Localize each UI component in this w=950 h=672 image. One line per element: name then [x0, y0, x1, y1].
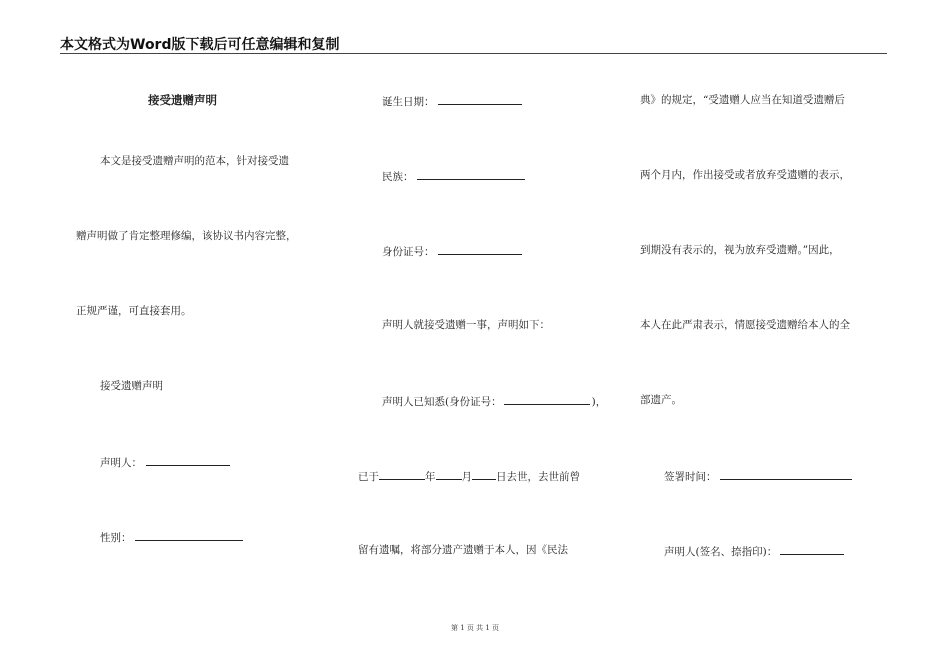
document-header: 本文格式为Word版下载后可任意编辑和复制: [60, 37, 340, 53]
document-title: 接受遗赠声明: [148, 93, 217, 107]
intro-line-3: 正规严谨，可直接套用。: [76, 305, 192, 317]
birthdate-blank[interactable]: [438, 93, 522, 105]
month-label: 月: [461, 471, 472, 483]
declarant-field: [100, 454, 230, 470]
deceased-known-prefix: 声明人已知悉(身份证号：: [382, 396, 502, 408]
signer-field: [664, 543, 844, 559]
birthdate-field: [382, 93, 522, 109]
declarant-label: 声明人：: [100, 457, 142, 469]
intro-line-2: 赠声明做了肯定整理修编，该协议书内容完整，: [76, 230, 297, 242]
will-line: 留有遗嘱，将部分遗产遗赠于本人，因《民法: [358, 544, 568, 556]
signer-blank[interactable]: [780, 543, 844, 555]
declarant-blank[interactable]: [146, 454, 230, 466]
deceased-known-suffix: )，: [591, 396, 607, 408]
death-day-blank[interactable]: [472, 468, 496, 480]
law-line-2: 两个月内，作出接受或者放弃受遗赠的表示，: [640, 169, 850, 181]
statement-intro: 声明人就接受遗赠一事，声明如下：: [382, 319, 550, 331]
law-line-4: 本人在此严肃表示，情愿接受遗赠给本人的全: [640, 319, 850, 331]
sign-time-field: [664, 468, 852, 484]
ethnicity-field: [382, 168, 525, 184]
law-line-5: 部遗产。: [640, 394, 682, 406]
gender-blank[interactable]: [135, 529, 243, 541]
sign-time-blank[interactable]: [720, 468, 852, 480]
gender-field: [100, 529, 243, 545]
death-month-blank[interactable]: [436, 468, 462, 480]
sub-title: 接受遗赠声明: [100, 380, 163, 392]
birthdate-label: 诞生日期：: [382, 96, 435, 108]
ethnicity-blank[interactable]: [417, 168, 525, 180]
ethnicity-label: 民族：: [382, 171, 414, 183]
intro-line-1: 本文是接受遗赠声明的范本，针对接受遗: [100, 155, 289, 167]
year-label: 年: [425, 471, 436, 483]
idcard-label: 身份证号：: [382, 246, 435, 258]
gender-label: 性别：: [100, 532, 132, 544]
died-prefix: 已于: [358, 471, 379, 483]
idcard-field: [382, 243, 522, 259]
death-year-blank[interactable]: [379, 468, 425, 480]
idcard-blank[interactable]: [438, 243, 522, 255]
law-line-1: 典》的规定，“受遗赠人应当在知道受遗赠后: [640, 94, 845, 106]
died-suffix: 日去世，去世前曾: [496, 471, 580, 483]
sign-time-label: 签署时间：: [664, 471, 717, 483]
death-date-line: [358, 468, 580, 484]
deceased-id-blank[interactable]: [504, 393, 590, 405]
deceased-id-line: [382, 393, 606, 409]
header-divider: [60, 53, 887, 54]
law-line-3: 到期没有表示的，视为放弃受遗赠。”因此，: [640, 244, 840, 256]
signer-label: 声明人(签名、捺指印)：: [664, 546, 778, 558]
page-number: 第 1 页 共 1 页: [450, 624, 500, 632]
